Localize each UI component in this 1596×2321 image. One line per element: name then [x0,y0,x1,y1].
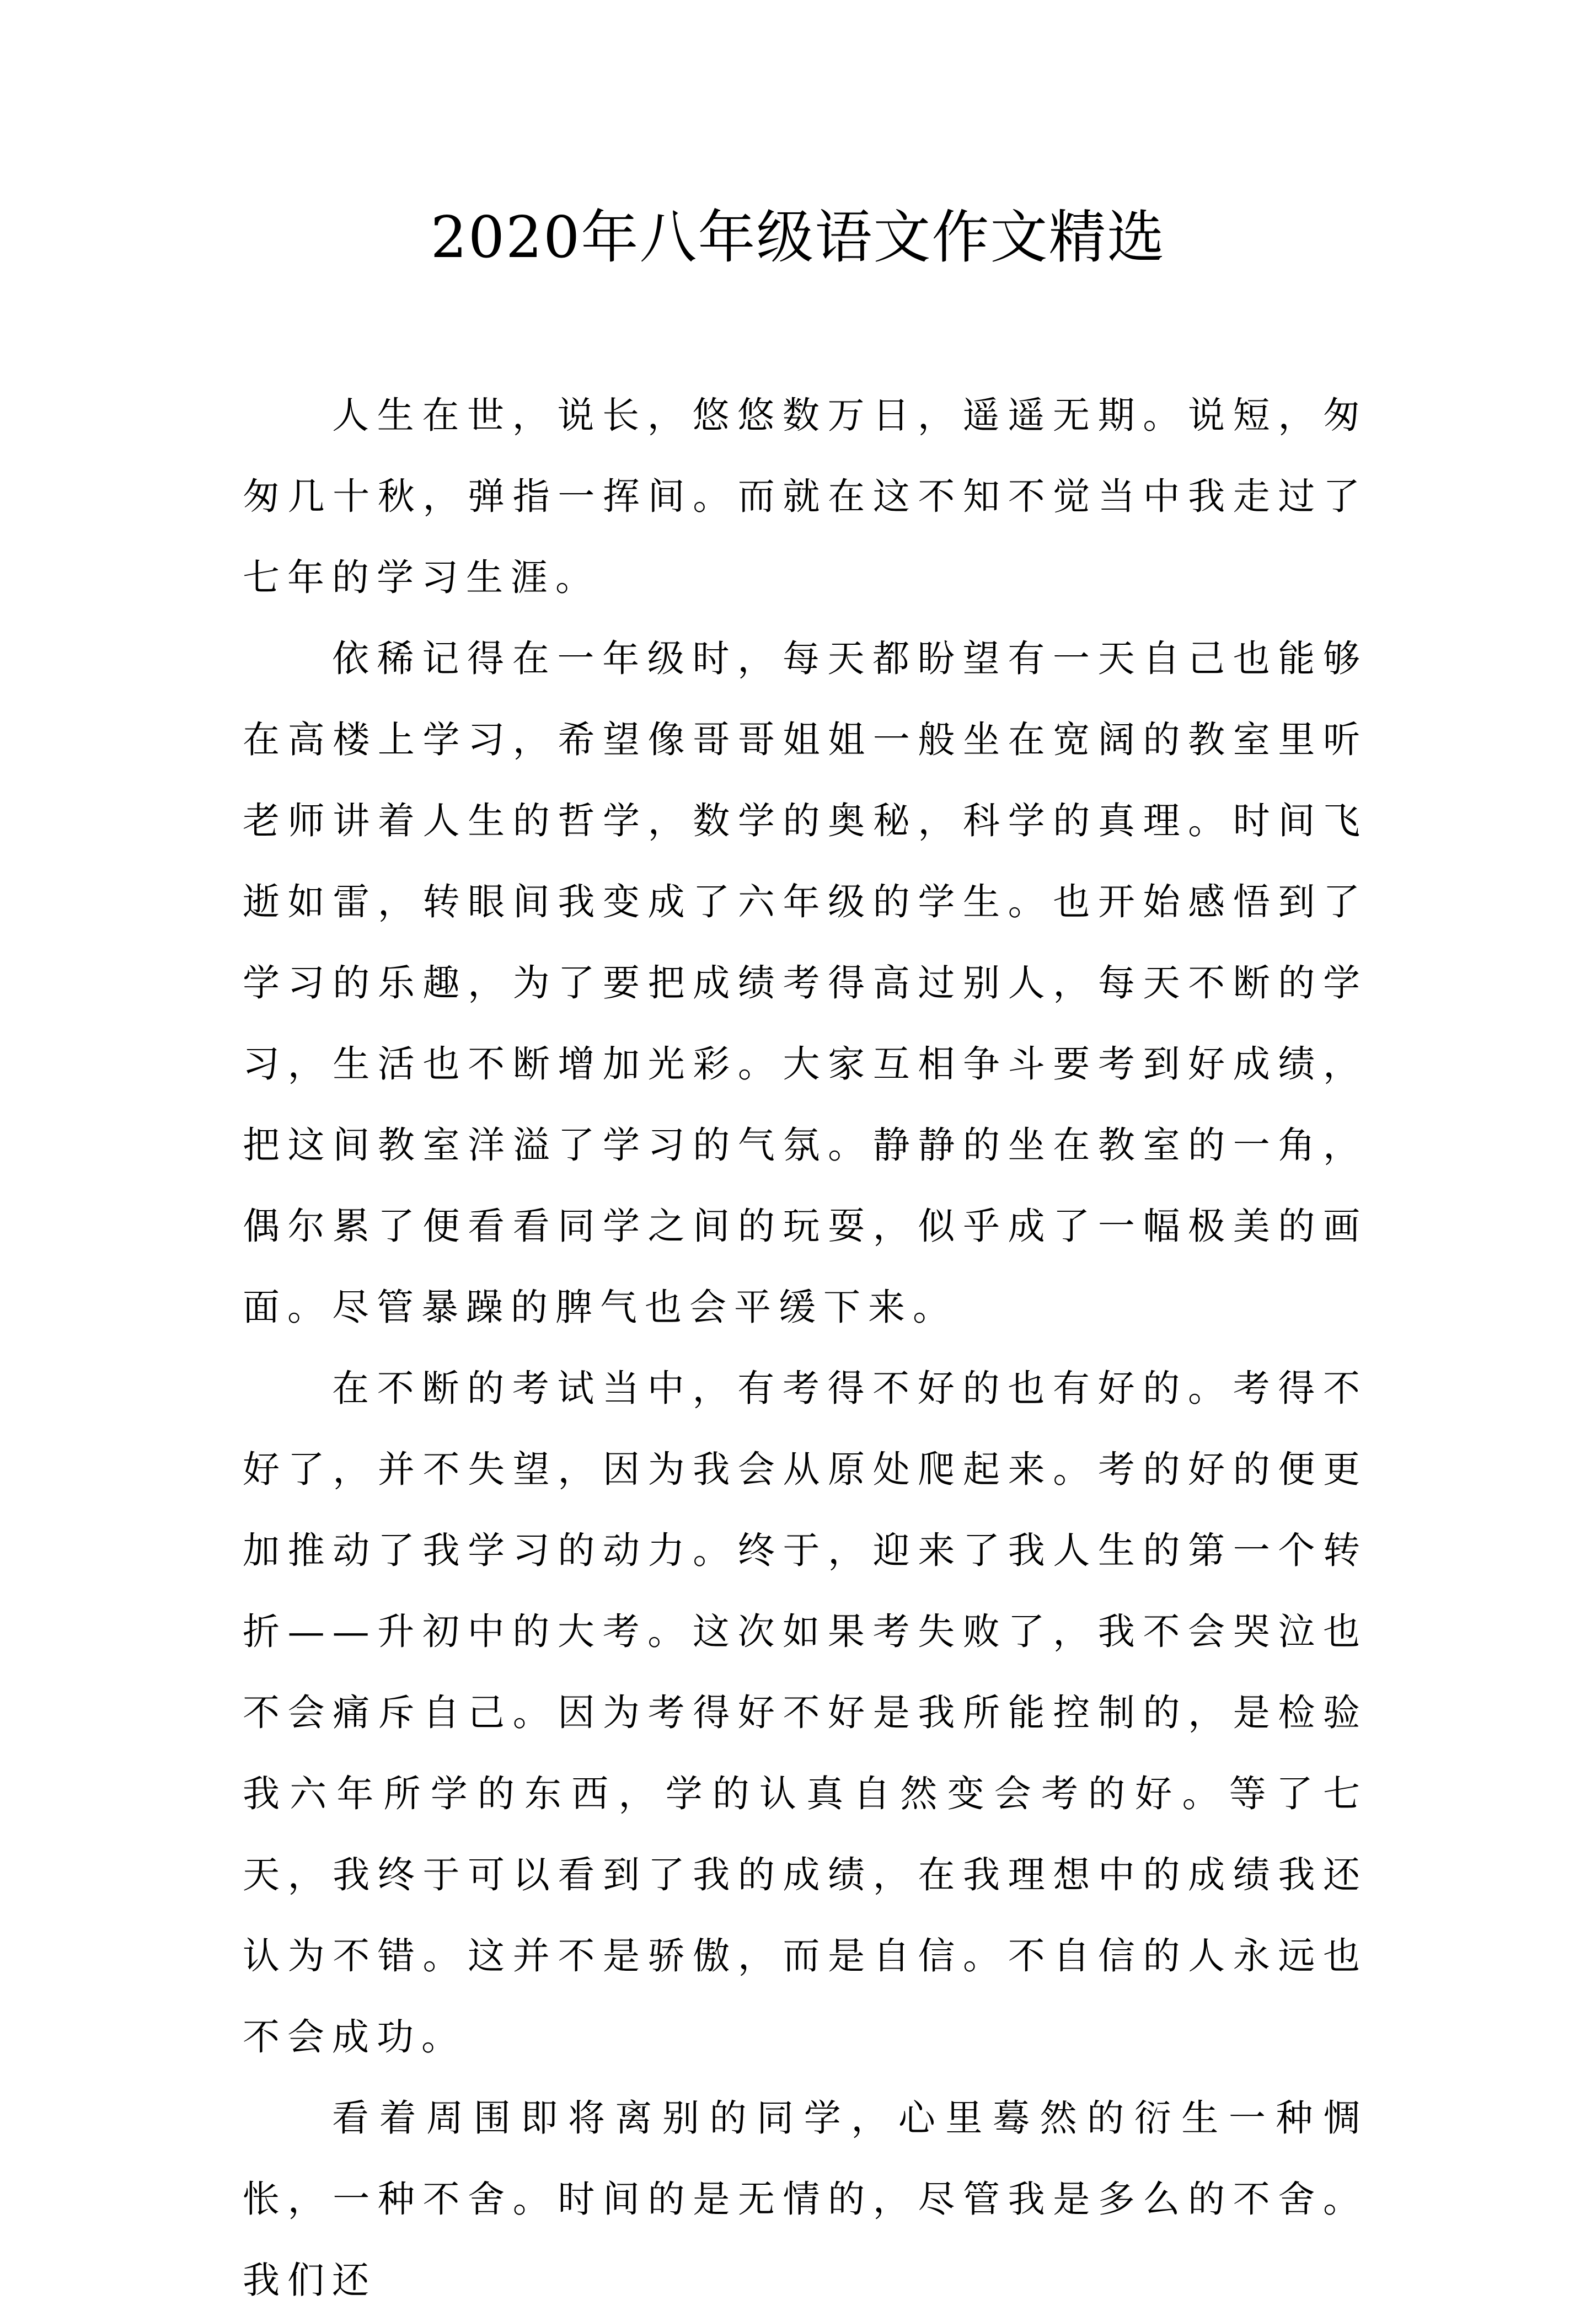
paragraph-3: 在不断的考试当中，有考得不好的也有好的。考得不好了，并不失望，因为我会从原处爬起来。考的好的便更加推动了我学习的动力。终于，迎来了我人生的第一个转折——升初中的大考。这次如果考失败了，我不会哭泣也不会痛斥自己。因为考得好不好是我所能控制的，是检验我六年所学的东西，学的认真自然变会考的好。等了七天，我终于可以看到了我的成绩，在我理想中的成绩我还认为不错。这并不是骄傲，而是自信。不自信的人永远也不会成功。 [243,1367,1368,2058]
document-title: 2020年八年级语文作文精选 [430,204,1166,271]
paragraph-4: 看着周围即将离别的同学，心里蓦然的衍生一种惆怅，一种不舍。时间的是无情的，尽管我是多么的不舍。我们还 [243,2097,1368,2302]
paragraph-2: 依稀记得在一年级时，每天都盼望有一天自己也能够在高楼上学习，希望像哥哥姐姐一般坐在宽阔的教室里听老师讲着人生的哲学，数学的奥秘，科学的真理。时间飞逝如雷，转眼间我变成了六年级的学生。也开始感悟到了学习的乐趣，为了要把成绩考得高过别人，每天不断的学习，生活也不断增加光彩。大家互相争斗要考到好成绩，把这间教室洋溢了学习的气氛。静静的坐在教室的一角，偶尔累了便看看同学之间的玩耍，似乎成了一幅极美的画面。尽管暴躁的脾气也会平缓下来。 [243,637,1368,1329]
document-body [243,375,1368,2321]
paragraph-1: 人生在世，说长，悠悠数万日，遥遥无期。说短，匆匆几十秋，弹指一挥间。而就在这不知不觉当中我走过了七年的学习生涯。 [243,394,1368,599]
